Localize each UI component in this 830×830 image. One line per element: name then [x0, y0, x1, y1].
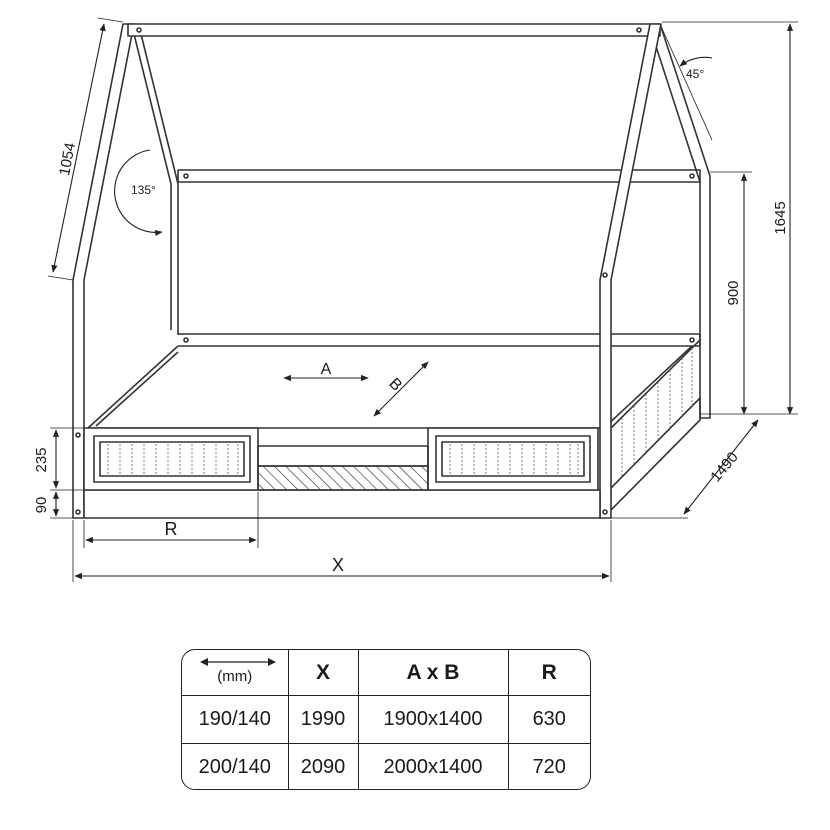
header-x: X — [288, 650, 358, 696]
bed-frame — [73, 24, 710, 518]
mattress-b-label: B — [385, 375, 405, 395]
total-height-label: 1645 — [772, 201, 789, 235]
wall-height-label: 900 — [725, 280, 742, 306]
header-r: R — [508, 650, 590, 696]
cell-r: 720 — [508, 744, 590, 791]
cell-size: 200/140 — [182, 744, 288, 791]
cell-axb: 2000x1400 — [358, 744, 508, 791]
cell-axb: 1900x1400 — [358, 696, 508, 744]
angle-inner-label: 135° — [131, 183, 156, 197]
length-x-label: X — [331, 555, 345, 575]
cell-r: 630 — [508, 696, 590, 744]
depth-label: 1490 — [707, 448, 742, 486]
double-arrow-icon — [200, 656, 276, 668]
opening-r-label: R — [164, 519, 178, 539]
cell-x: 1990 — [288, 696, 358, 744]
unit-label: (mm) — [217, 668, 253, 685]
mattress-a-label: A — [320, 361, 332, 378]
mattress-b-arrow — [374, 362, 428, 416]
table-row — [182, 744, 590, 791]
angle-outer-label: 45° — [686, 67, 705, 81]
cell-x: 2090 — [288, 744, 358, 791]
dimensions-table — [181, 649, 591, 790]
angle-arc-45 — [680, 57, 712, 66]
table-row — [182, 696, 590, 744]
leg-height-label: 90 — [33, 496, 50, 514]
side-height-label: 235 — [33, 447, 50, 473]
unit-header-cell — [182, 650, 288, 696]
cell-size: 190/140 — [182, 696, 288, 744]
spec-table — [182, 650, 590, 790]
table-header-row — [182, 650, 590, 696]
roof-slope-label: 1054 — [56, 141, 80, 178]
header-axb: A x B — [358, 650, 508, 696]
